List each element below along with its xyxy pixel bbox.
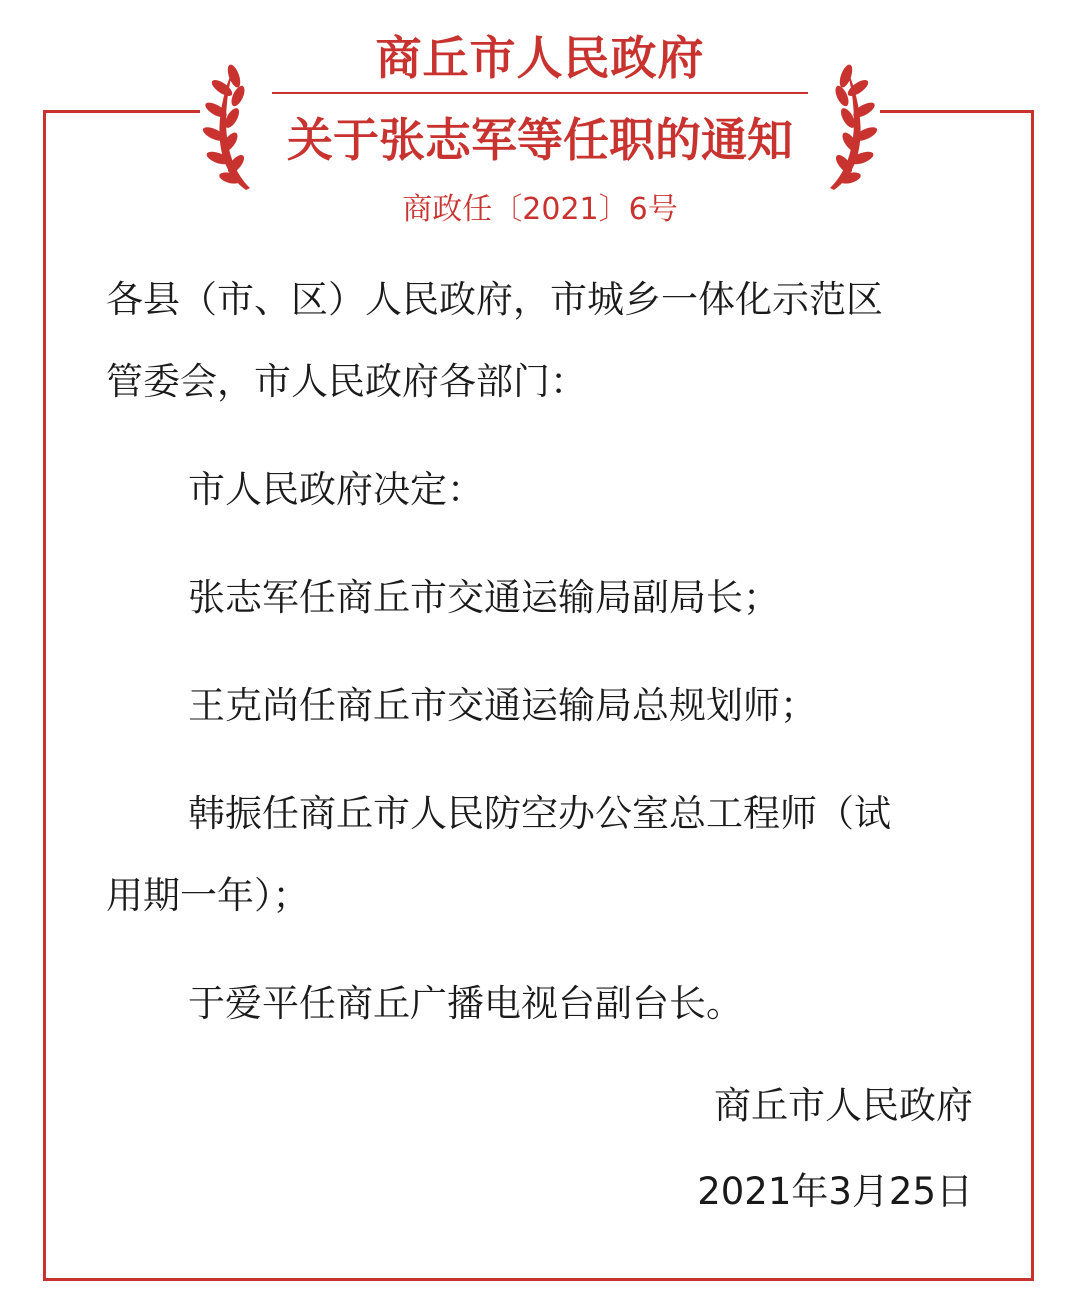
appointment-item-4: 于爱平任商丘广播电视台副台长。	[188, 982, 743, 1025]
signature-org: 商丘市人民政府	[714, 1084, 973, 1127]
org-title: 商丘市人民政府	[375, 31, 705, 85]
salutation-line-1: 各县（市、区）人民政府，市城乡一体化示范区	[106, 278, 883, 321]
appointment-item-1: 张志军任商丘市交通运输局副局长；	[188, 576, 780, 619]
appointment-item-2: 王克尚任商丘市交通运输局总规划师；	[188, 684, 817, 727]
header-divider	[272, 92, 808, 94]
signature-date: 2021年3月25日	[697, 1170, 973, 1213]
document-title: 关于张志军等任职的通知	[287, 113, 793, 167]
appointment-item-3-line-2: 用期一年）；	[106, 874, 310, 917]
document-number: 商政任〔2021〕6号	[402, 192, 678, 227]
salutation-line-2: 管委会，市人民政府各部门：	[106, 360, 587, 403]
appointment-item-3-line-1: 韩振任商丘市人民防空办公室总工程师（试	[188, 792, 891, 835]
decision-line: 市人民政府决定：	[188, 468, 484, 511]
